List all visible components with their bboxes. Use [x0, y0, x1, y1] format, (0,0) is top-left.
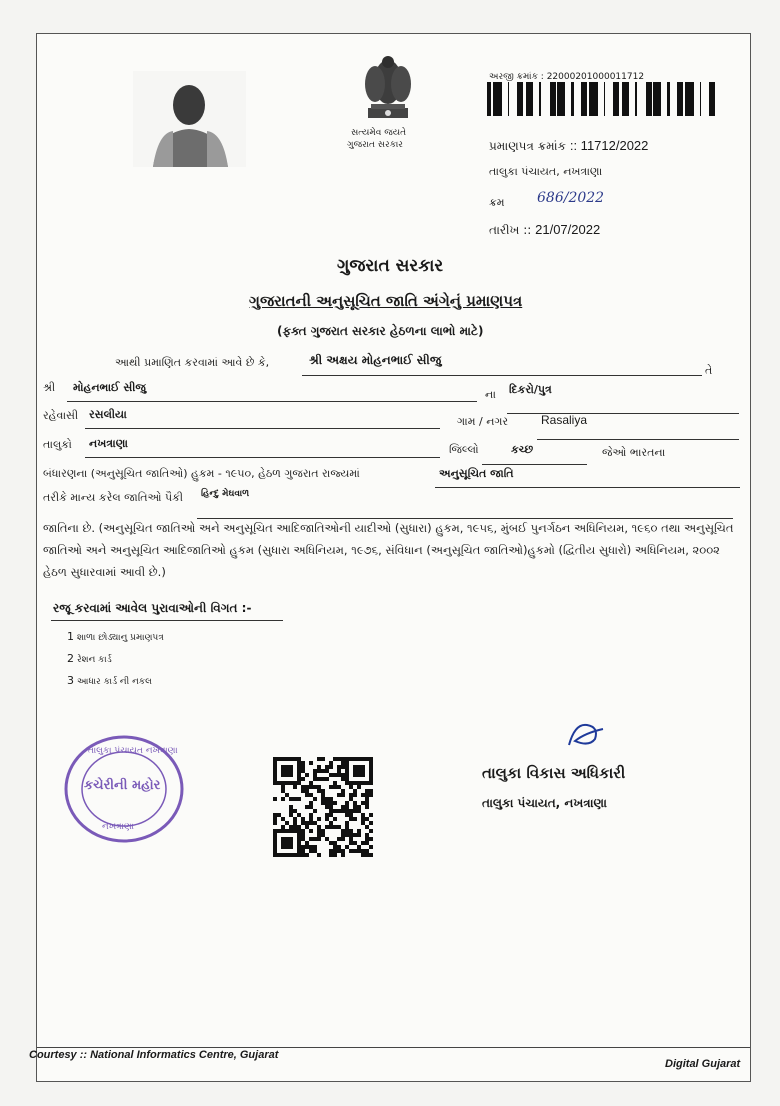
resident-label: રહેવાસી: [43, 409, 79, 422]
country-suffix: જેઓ ભારતના: [602, 446, 666, 459]
certificate-page: [29, 33, 751, 1082]
certificate-number-label: પ્રમાણપત્ર ક્રમાંક: [489, 139, 567, 153]
category-value: અનુસૂચિત જાતિ: [439, 467, 514, 480]
recognized-text: તરીકે માન્ય કરેલ જાતિઓ પૈકી: [43, 491, 184, 504]
document-item-number: 3: [67, 674, 74, 687]
father-name: મોહનભાઈ સીજુ: [73, 381, 146, 394]
signatory-office: તાલુકા પંચાયત, નખત્રાણા: [482, 796, 607, 810]
certificate-number-row: [489, 138, 648, 154]
district-value: કચ્છ: [511, 443, 534, 456]
signatory-title: તાલુકા વિકાસ અધિકારી: [482, 764, 626, 782]
certificate-number: :: 11712/2022: [569, 138, 649, 153]
village-label: ગામ / નગર: [457, 415, 509, 428]
taluka-value: નખત્રાણા: [89, 437, 128, 450]
seal-ring-bottom: નખત્રાણા: [102, 822, 134, 832]
taluka-label: તાલુકો: [43, 438, 72, 451]
register-label: ક્રમ: [489, 196, 505, 209]
document-item: [67, 674, 152, 687]
date-label: તારીખ ::: [489, 223, 532, 237]
certificate-title: ગુજરાતની અનુસૂચિત જાતિ અંગેનું પ્રમાણપત્ર: [249, 292, 523, 310]
document-item-text: આધાર કાર્ડ ની નકલ: [77, 677, 152, 687]
holder-name: શ્રી અક્ષય મોહનભાઈ સીજુ: [309, 353, 442, 367]
header-office: તાલુકા પંચાયત, નખત્રાણા: [489, 165, 603, 178]
emblem-caption-2: ગુજરાત સરકાર: [347, 140, 403, 150]
seal-center-text: કચેરીની મહોર: [84, 778, 161, 793]
legal-paragraph: જાતિના છે. (અનુસૂચિત જાતિઓ અને અનુસૂચિત આદિજાતિઓની યાદીઓ (સુધારા) હુકમ, ૧૯૫૬, મુંબઈ પુનર્ગઠન અધિનિયમ, ૧૯૬૦ તથા અનુસૂચિત જાતિઓ અને અનુસૂચિત આદિજાતિઓ હુકમ (સુધારા અધિનિયમ, ૧૯૭૬, સંવિધાન (અનુસૂચિત જાતિઓ)હુકમો (દ્વિતીય સુધારો) અધિનિયમ, ૨૦૦૨ હેઠળ સુધારવામાં આવી છે.): [43, 521, 734, 579]
barcode: [487, 82, 717, 116]
seal-ring-top: તાલુકા પંચાયત નખત્રાણા: [88, 746, 178, 756]
footer-courtesy: Courtesy :: National Informatics Centre, Gujarat: [29, 1049, 279, 1061]
relation: દિકરો/પુત્ર: [509, 383, 552, 396]
shri-text: શ્રી: [43, 381, 56, 394]
footer-brand: Digital Gujarat: [665, 1058, 741, 1070]
document-item-number: 2: [67, 652, 74, 665]
village-value: Rasaliya: [541, 413, 588, 427]
lion-capital-icon: [343, 52, 433, 128]
qr-code: [273, 757, 373, 857]
certificate-subtitle: (ફક્ત ગુજરાત સરકાર હેઠળના લાભો માટે): [277, 324, 484, 338]
documents-heading: રજૂ કરવામાં આવેલ પુરાવાઓની વિગત :-: [53, 601, 252, 615]
document-item-number: 1: [67, 630, 74, 643]
application-number: અરજી ક્રમાંક : 22000201000011712: [489, 72, 645, 82]
issue-date: 21/07/2022: [535, 222, 601, 237]
na-text: ના: [485, 388, 496, 401]
intro-text: આથી પ્રમાણિત કરવામાં આવે છે કે,: [115, 356, 270, 369]
government-title: ગુજરાત સરકાર: [337, 256, 444, 276]
emblem-caption-1: સત્યમેવ જયતે: [351, 128, 407, 138]
te-text: તે: [705, 364, 713, 377]
date-row: [489, 222, 600, 238]
document-item-text: રેશન કાર્ડ: [77, 655, 112, 665]
document-item-text: શાળા છોડ્યાનુ પ્રમાણપત્ર: [77, 633, 164, 643]
caste-value: હિન્દુ મેઘવાળ: [201, 489, 250, 499]
register-number: 686/2022: [537, 190, 605, 206]
resident-value: રસલીયા: [89, 408, 127, 421]
office-seal: [62, 734, 187, 844]
state-emblem: [343, 52, 433, 152]
constitution-text: બંધારણના (અનુસૂચિત જાતિઓ) હુકમ - ૧૯૫૦, હેઠળ ગુજરાત રાજ્યમાં: [43, 467, 360, 480]
applicant-photo: [133, 71, 246, 167]
document-item: [67, 630, 164, 643]
signature: [565, 719, 607, 753]
signature-scribble-icon: [565, 719, 607, 749]
document-item: [67, 652, 112, 665]
district-label: જિલ્લો: [449, 443, 479, 456]
